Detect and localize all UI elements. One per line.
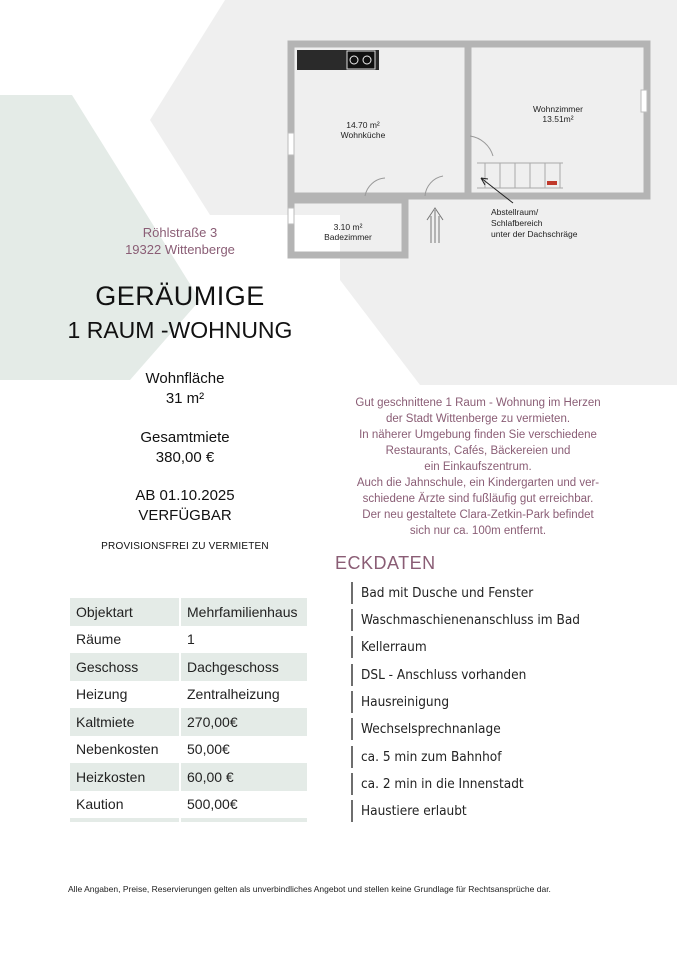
table-bottom-bar [70,818,307,822]
area-block [90,369,280,409]
table-cell-value: Mehrfamilienhaus [181,598,307,626]
table-row [70,681,307,709]
page-subtitle: 1 RAUM -WOHNUNG [67,317,293,343]
feature-item: Wechselsprechnanlage [351,718,661,740]
kitchen-name-label: Wohnküche [340,130,386,140]
table-cell-value: 270,00€ [181,708,307,736]
description-line: In näherer Umgebung finden Sie verschiedene [359,429,597,441]
description-line: Restaurants, Cafés, Bäckereien und [385,445,571,457]
rent-label: Gesamtmiete [140,429,230,446]
commission-note: PROVISIONSFREI ZU VERMIETEN [101,541,269,552]
description-line: der Stadt Wittenberge zu vermieten. [385,413,571,425]
table-cell-value: 50,00€ [187,741,230,758]
address-city: 19322 Wittenberge [125,242,235,257]
feature-item: DSL - Anschluss vorhanden [351,664,661,686]
table-cell-label: Heizkosten [70,763,179,791]
living-area-label: 13.51m² [542,114,574,124]
window-icon [288,208,294,224]
window-icon [288,133,294,155]
storage-label-line2: Schlafbereich [491,218,543,228]
table-cell-value: Zentralheizung [187,686,280,703]
feature-item: Haustiere erlaubt [351,800,661,822]
table-cell-label: Nebenkosten [76,741,159,758]
table-row [70,598,307,626]
description-line: sich nur ca. 100m entfernt. [409,525,547,537]
table-row [70,653,307,681]
legal-disclaimer: Alle Angaben, Preise, Reservierungen gelten als unverbindliches Angebot und stellen keine Grundlage für Rechtsansprüche dar. [68,884,551,894]
area-value: 31 m² [165,390,205,407]
availability-status: VERFÜGBAR [138,507,232,524]
page-title: GERÄUMIGE [95,281,265,311]
door-swing-icon [470,136,493,156]
description [333,395,623,539]
table-row [70,791,307,819]
feature-item: Kellerraum [351,636,661,658]
storage-label-line1: Abstellraum/ [491,207,539,217]
feature-item: Hausreinigung [351,691,661,713]
table-cell-label: Kaltmiete [70,708,179,736]
availability-block [90,486,280,526]
address-street: Röhlstraße 3 [142,225,218,240]
floor-plan [285,38,655,260]
entrance-arrow-icon [427,208,443,243]
table-cell-value: Dachgeschoss [181,653,307,681]
details-table [68,598,309,822]
table-cell-label: Objektart [70,598,179,626]
area-label: Wohnfläche [145,370,225,387]
table-row [70,736,307,764]
storage-label-line3: unter der Dachschräge [491,229,578,239]
feature-item: ca. 5 min zum Bahnhof [351,746,661,768]
description-line: schiedene Ärzte sind fußläufig gut erreichbar. [362,493,594,505]
bath-area-label: 3.10 m² [333,222,363,232]
feature-item: Waschmaschienenanschluss im Bad [351,609,661,631]
description-line: ein Einkaufszentrum. [424,461,532,473]
table-cell-label: Kaution [76,796,124,813]
table-cell-label: Geschoss [70,653,179,681]
table-row [70,763,307,791]
rent-block [90,428,280,468]
table-cell-value: 60,00 € [181,763,307,791]
stair-marker [547,181,557,185]
description-line: Gut geschnittene 1 Raum - Wohnung im Herzen [355,397,601,409]
table-cell-label: Heizung [76,686,128,703]
table-row [70,708,307,736]
window-icon [641,90,647,112]
description-line: Auch die Jahnschule, ein Kindergarten und ver- [356,477,600,489]
availability-date: AB 01.10.2025 [135,487,235,504]
table-cell-value: 1 [187,631,195,648]
rent-value: 380,00 € [155,449,215,466]
living-name-label: Wohnzimmer [533,104,583,114]
feature-item: Bad mit Dusche und Fenster [351,582,661,604]
kitchen-area-label: 14.70 m² [346,120,380,130]
table-cell-value: 500,00€ [187,796,238,813]
table-row [70,626,307,654]
description-line: Der neu gestaltete Clara-Zetkin-Park befindet [362,509,594,521]
bath-name-label: Badezimmer [324,232,372,242]
table-cell-label: Räume [76,631,122,648]
feature-item: ca. 2 min in die Innenstadt [351,773,661,795]
eckdaten-heading: ECKDATEN [335,553,436,573]
address [95,224,265,258]
